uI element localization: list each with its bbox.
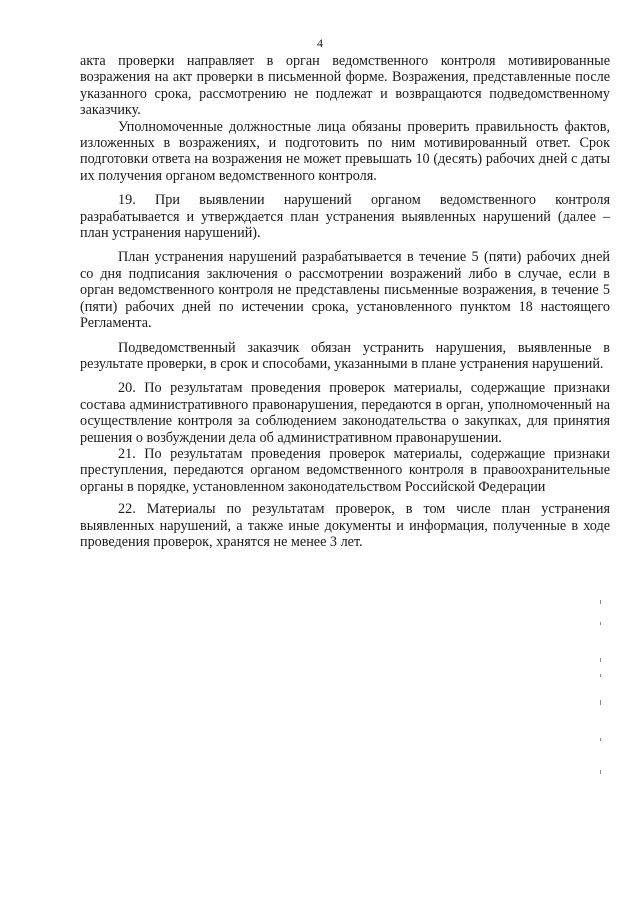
document-body [80, 53, 610, 558]
paragraph-customer-obligation: Подведомственный заказчик обязан устранить нарушения, выявленные в результате проверки, в срок и способами, указанными в плане устранения нарушений. [80, 339, 610, 372]
paragraph-item-22: 22. Материалы по результатам проверок, в том числе план устранения выявленных нарушений, а также иные документы и информация, полученные в ходе проведения проверок, хранятся не менее 3 лет. [80, 501, 610, 550]
scan-marks [598, 600, 608, 780]
paragraph-item-21: 21. По результатам проведения проверок материалы, содержащие признаки преступления, передаются органом ведомственного контроля в правоохранительные органы в порядке, установленном законодательством Российской Федерации [80, 445, 610, 495]
paragraph-item-20: 20. По результатам проведения проверок материалы, содержащие признаки состава административного правонарушения, передаются в орган, уполномоченный на осуществление контроля за соблюдением законодательства о закупках, для принятия решения о возбуждении дела об административном правонарушении. [80, 380, 610, 446]
paragraph-objections-continuation: акта проверки направляет в орган ведомственного контроля мотивированные возражения на акт проверки в письменной форме. Возражения, представленные после указанного срока, рассмотрению не подлежат и возвращаются подведомственному заказчику. [80, 53, 610, 119]
page-number: 4 [317, 36, 323, 50]
paragraph-item-19: 19. При выявлении нарушений органом ведомственного контроля разрабатывается и утверждается план устранения выявленных нарушений (далее – план устранения нарушений). [80, 192, 610, 242]
paragraph-objections-response: Уполномоченные должностные лица обязаны проверить правильность фактов, изложенных в возражениях, и подготовить по ним мотивированный ответ. Срок подготовки ответа на возражения не может превышать 10 (десять) рабочих дней с даты их получения органом ведомственного контроля. [80, 118, 610, 184]
paragraph-remediation-plan: План устранения нарушений разрабатывается в течение 5 (пяти) рабочих дней со дня подписания заключения о рассмотрении возражений либо в случае, если в орган ведомственного контроля не представлены письменные возражения, в течение 5 (пяти) рабочих дней по истечении срока, установленного пунктом 18 настоящего Регламента. [80, 249, 610, 332]
